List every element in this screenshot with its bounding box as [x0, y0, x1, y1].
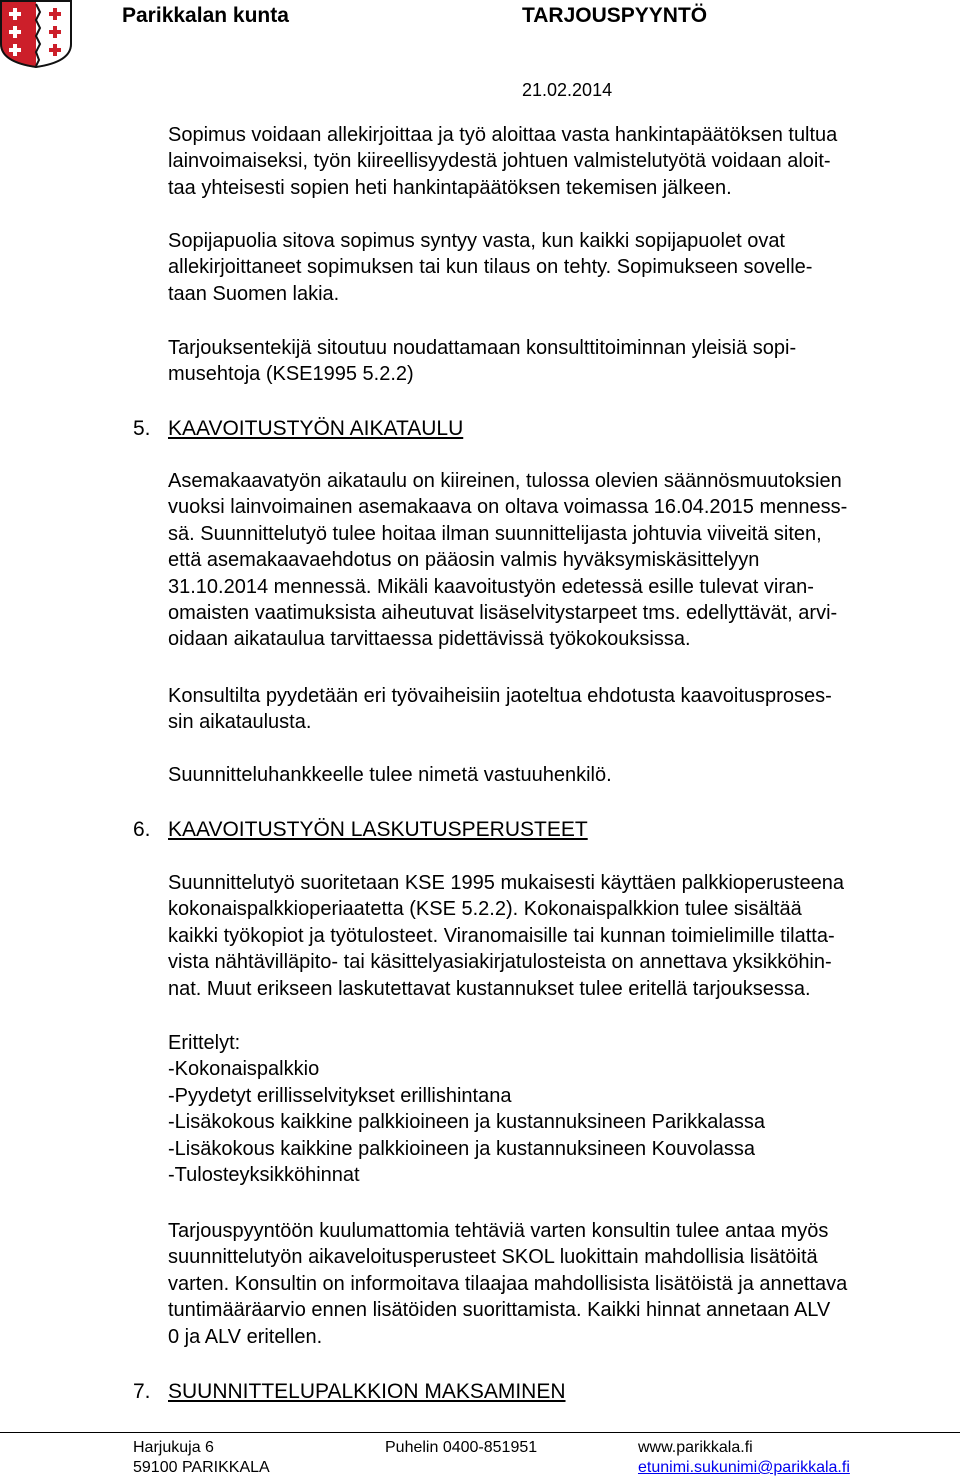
- paragraph-additional-work: [168, 1218, 960, 1350]
- section-number: 6.: [133, 818, 151, 841]
- text-line: vista nähtävilläpito- tai käsittelyasiakirjatulosteista on annettava yksikköhin-: [168, 951, 832, 974]
- text-line: tuntimääräarvio ennen lisätöiden suorittamista. Kaikki hinnat annetaan ALV: [168, 1299, 831, 1322]
- text-line: Suunnitteluhankkeelle tulee nimetä vastuuhenkilö.: [168, 764, 612, 786]
- text-line: nat. Muut erikseen laskutettavat kustannukset tulee eritellä tarjouksessa.: [168, 977, 811, 1000]
- text-line: Sopimus voidaan allekirjoittaa ja työ aloittaa vasta hankintapäätöksen tultua: [168, 124, 838, 146]
- text-line: varten. Konsultin on informoitava tilaajaa mahdollisista lisätöistä ja annettava: [168, 1272, 848, 1295]
- text-line: sä. Suunnittelutyö tulee hoitaa ilman suunnittelijasta johtuvia viiveitä siten,: [168, 522, 822, 545]
- text-line: Konsultilta pyydetään eri työvaiheisiin jaoteltua ehdotusta kaavoitusproses-: [168, 685, 832, 707]
- text-line: vuoksi lainvoimainen asemakaava on oltava voimassa 16.04.2015 menness-: [168, 496, 848, 519]
- footer-street: Harjukuja 6: [133, 1439, 214, 1456]
- paragraph-binding-contract: [168, 228, 960, 307]
- text-line: Sopijapuolia sitova sopimus syntyy vasta, kun kaikki sopijapuolet ovat: [168, 230, 785, 252]
- text-line: 0 ja ALV eritellen.: [168, 1325, 323, 1348]
- list-item: -Kokonaispalkkio: [168, 1058, 320, 1081]
- text-line: lainvoimaiseksi, työn kiireellisyydestä johtuen valmistelutyötä voidaan aloit-: [168, 150, 831, 173]
- breakdown-list: [168, 1030, 960, 1188]
- coat-of-arms-icon: [0, 0, 72, 68]
- text-line: Asemakaavatyön aikataulu on kiireinen, tulossa olevien säännösmuutoksien: [168, 470, 842, 492]
- footer-postal: 59100 PARIKKALA: [133, 1459, 270, 1476]
- paragraph-schedule: [168, 468, 960, 653]
- text-line: kaikki työkopiot ja työtulosteet. Viranomaisille tai kunnan toimielimille tilatta-: [168, 924, 835, 947]
- text-line: musehtoja (KSE1995 5.2.2): [168, 363, 414, 386]
- section-title: KAAVOITUSTYÖN AIKATAULU: [168, 417, 464, 440]
- footer-phone: Puhelin 0400-851951: [385, 1439, 538, 1456]
- text-line: sin aikataulusta.: [168, 711, 312, 734]
- text-line: allekirjoittaneet sopimuksen tai kun tilaus on tehty. Sopimukseen sovelle-: [168, 256, 813, 279]
- paragraph-billing-basis: [168, 870, 960, 1002]
- section-number: 7.: [133, 1380, 151, 1403]
- list-item: -Lisäkokous kaikkine palkkioineen ja kustannuksineen Parikkalassa: [168, 1111, 766, 1134]
- list-item: Erittelyt:: [168, 1032, 241, 1054]
- document-date: 21.02.2014: [522, 80, 613, 100]
- text-line: taa yhteisesti sopien heti hankintapäätöksen tekemisen jälkeen.: [168, 176, 732, 199]
- section-title: KAAVOITUSTYÖN LASKUTUSPERUSTEET: [168, 818, 588, 841]
- paragraph-contract-signing: [168, 122, 960, 201]
- page-footer: [0, 1432, 960, 1481]
- paragraph-schedule-proposal: [168, 683, 960, 736]
- section-title: SUUNNITTELUPALKKION MAKSAMINEN: [168, 1380, 566, 1403]
- footer-email-link[interactable]: etunimi.sukunimi@parikkala.fi: [638, 1459, 850, 1476]
- text-line: kokonaispalkkioperiaatetta (KSE 5.2.2). Kokonaispalkkion tulee sisältää: [168, 898, 802, 921]
- text-line: oidaan aikataulua tarvittaessa pidettävissä työkokouksissa.: [168, 628, 691, 651]
- text-line: suunnittelutyön aikaveloitusperusteet SKOL luokittain mahdollisia lisätöitä: [168, 1246, 818, 1269]
- document-type: TARJOUSPYYNTÖ: [522, 4, 708, 27]
- text-line: Tarjouksentekijä sitoutuu noudattamaan konsulttitoiminnan yleisiä sopi-: [168, 337, 797, 359]
- footer-divider: [0, 1432, 960, 1433]
- list-item: -Tulosteyksikköhinnat: [168, 1164, 360, 1187]
- text-line: Suunnittelutyö suoritetaan KSE 1995 mukaisesti käyttäen palkkioperusteena: [168, 872, 844, 894]
- text-line: Tarjouspyyntöön kuulumattomia tehtäviä varten konsultin tulee antaa myös: [168, 1220, 829, 1242]
- paragraph-responsible-person: [168, 762, 960, 788]
- footer-website[interactable]: www.parikkala.fi: [638, 1439, 753, 1456]
- list-item: -Pyydetyt erillisselvitykset erillishintana: [168, 1084, 512, 1107]
- section-number: 5.: [133, 417, 151, 440]
- paragraph-kse-terms: [168, 335, 960, 388]
- text-line: 31.10.2014 mennessä. Mikäli kaavoitustyön edetessä esille tulevat viran-: [168, 575, 814, 598]
- text-line: omaisten vaatimuksista aiheutuvat lisäselvitystarpeet tms. edellyttävät, arvi-: [168, 602, 838, 625]
- municipality-name: Parikkalan kunta: [122, 4, 289, 27]
- text-line: taan Suomen lakia.: [168, 282, 340, 305]
- list-item: -Lisäkokous kaikkine palkkioineen ja kustannuksineen Kouvolassa: [168, 1137, 756, 1160]
- text-line: että asemakaavaehdotus on pääosin valmis hyväksymiskäsittelyyn: [168, 549, 760, 572]
